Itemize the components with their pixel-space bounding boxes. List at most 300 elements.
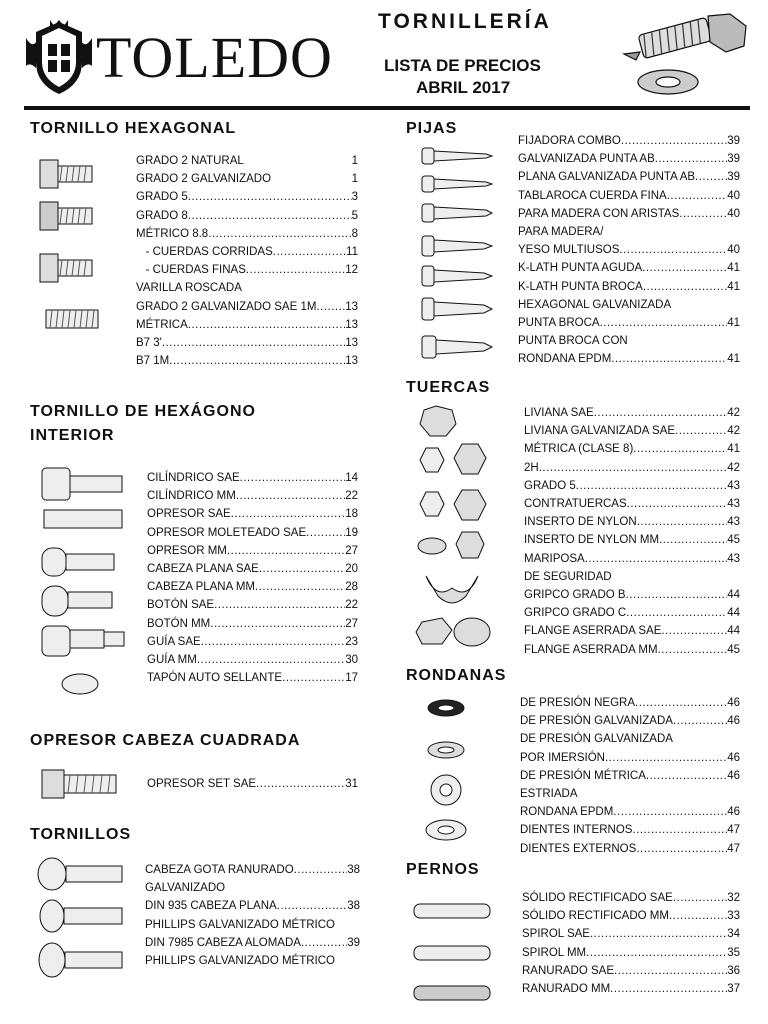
list-item <box>524 586 740 604</box>
item-label: DIN 935 CABEZA PLANA <box>145 900 277 913</box>
list-item <box>524 495 740 513</box>
list-item <box>136 243 358 261</box>
dot-leader <box>301 934 347 952</box>
dot-leader <box>659 531 727 549</box>
dot-leader <box>255 578 345 596</box>
list-item <box>147 542 358 560</box>
item-label: K-LATH PUNTA BROCA <box>518 280 643 293</box>
page-number: 42 <box>727 461 740 474</box>
hex-list <box>136 152 358 370</box>
item-label: MARIPOSA <box>524 552 585 565</box>
dot-leader <box>256 775 345 793</box>
dot-leader <box>626 586 728 604</box>
list-item <box>518 278 740 296</box>
list-item <box>147 775 358 793</box>
page-number: 47 <box>727 842 740 855</box>
dot-leader <box>661 622 727 640</box>
hexint-list <box>147 469 358 687</box>
page-number: 17 <box>345 672 358 685</box>
item-label: - CUERDAS FINAS <box>136 264 246 277</box>
dot-leader <box>246 261 345 279</box>
list-item <box>524 513 740 531</box>
item-label: RANURADO SAE <box>522 964 615 977</box>
item-label: PLANA GALVANIZADA PUNTA AB <box>518 171 696 184</box>
threaded-rod-icon <box>44 306 100 332</box>
self-tapping-screws-icon <box>418 142 494 366</box>
item-label: OPRESOR MOLETEADO SAE <box>147 526 307 539</box>
item-label: DE SEGURIDAD <box>524 570 612 583</box>
item-label: MÉTRICO 8.8 <box>136 227 209 240</box>
list-item <box>522 962 740 980</box>
item-label: SÓLIDO RECTIFICADO MM <box>522 910 669 923</box>
dot-leader <box>208 225 351 243</box>
list-item <box>136 316 358 334</box>
tuercas-list <box>524 404 740 659</box>
page-number: 42 <box>727 425 740 438</box>
list-item <box>147 596 358 614</box>
page-number: 39 <box>727 171 740 184</box>
page-number: 19 <box>345 526 358 539</box>
washers-icon <box>422 694 472 850</box>
list-item <box>524 422 740 440</box>
item-label: GRADO 5 <box>136 191 188 204</box>
list-item <box>520 803 740 821</box>
item-label: ESTRIADA <box>520 788 578 801</box>
list-item <box>518 314 740 332</box>
item-label: DE PRESIÓN GALVANIZADA <box>520 715 673 728</box>
metric-bolt-icon <box>38 250 94 286</box>
page-number: 35 <box>727 946 740 959</box>
item-label: MÉTRICA (CLASE 8) <box>524 443 634 456</box>
dot-leader <box>611 350 727 368</box>
dot-leader <box>636 840 727 858</box>
dot-leader <box>576 477 727 495</box>
pijas-list <box>518 132 740 369</box>
item-label: CONTRATUERCAS <box>524 498 627 511</box>
list-item <box>145 916 360 934</box>
dot-leader <box>632 821 727 839</box>
list-item <box>147 505 358 523</box>
page-number: 27 <box>345 544 358 557</box>
list-item <box>522 907 740 925</box>
page-number: 39 <box>727 153 740 166</box>
list-item <box>136 225 358 243</box>
item-label: DIN 7985 CABEZA ALOMADA <box>145 936 301 949</box>
item-label: PHILLIPS GALVANIZADO MÉTRICO <box>145 955 336 968</box>
list-item <box>524 604 740 622</box>
dot-leader <box>227 542 345 560</box>
dot-leader <box>271 170 352 188</box>
pernos-list <box>522 889 740 998</box>
dot-leader <box>335 952 360 970</box>
page-number: 41 <box>727 262 740 275</box>
dot-leader <box>628 332 740 350</box>
dot-leader <box>210 615 345 633</box>
list-item <box>522 944 740 962</box>
list-item <box>518 223 740 241</box>
page-number: 37 <box>727 983 740 996</box>
list-item <box>518 187 740 205</box>
item-label: HEXAGONAL GALVANIZADA <box>518 298 672 311</box>
dot-leader <box>613 803 727 821</box>
item-label: BOTÓN MM <box>147 617 211 630</box>
page-number: 46 <box>727 697 740 709</box>
dot-leader <box>578 785 740 803</box>
dot-leader <box>679 205 727 223</box>
item-label: LIVIANA SAE <box>524 407 594 419</box>
item-label: CABEZA GOTA RANURADO <box>145 864 294 876</box>
dot-leader <box>277 897 348 915</box>
item-label: RONDANA EPDM <box>520 806 614 819</box>
section-title-rondanas: RONDANAS <box>406 667 507 684</box>
page-number: 13 <box>345 300 358 313</box>
page-number: 38 <box>347 900 360 913</box>
item-label: GALVANIZADO <box>145 882 226 895</box>
item-label: OPRESOR SET SAE <box>147 778 257 790</box>
item-label: PUNTA BROCA CON <box>518 335 628 348</box>
dot-leader <box>621 132 727 150</box>
section-title-tornillos: TORNILLOS <box>30 826 132 843</box>
list-item <box>524 550 740 568</box>
item-label: CILÍNDRICO SAE <box>147 472 240 484</box>
item-label: GRADO 8 <box>136 209 188 222</box>
page-number: 43 <box>727 552 740 565</box>
item-label: INSERTO DE NYLON MM <box>524 534 660 547</box>
item-label: PARA MADERA/ <box>518 226 604 239</box>
page-number: 46 <box>727 769 740 782</box>
page-number: 14 <box>345 472 358 484</box>
list-item <box>522 925 740 943</box>
page-number: 39 <box>727 135 740 147</box>
opresor-list <box>147 775 358 793</box>
item-label: PHILLIPS GALVANIZADO MÉTRICO <box>145 918 336 931</box>
page-number: 28 <box>345 581 358 594</box>
page-number: 44 <box>727 607 740 620</box>
page-number: 39 <box>347 936 360 949</box>
item-label: FLANGE ASERRADA MM <box>524 643 658 656</box>
header-divider <box>24 106 750 110</box>
dot-leader <box>675 422 727 440</box>
item-label: BOTÓN SAE <box>147 599 215 612</box>
page-number: 43 <box>727 516 740 529</box>
item-label: DE PRESIÓN MÉTRICA <box>520 769 646 782</box>
list-item <box>147 633 358 651</box>
list-item <box>518 296 740 314</box>
list-item <box>136 188 358 206</box>
item-label: DE PRESIÓN GALVANIZADA <box>520 733 673 746</box>
list-item <box>524 404 740 422</box>
section-title-hexint-2: INTERIOR <box>30 427 115 444</box>
list-item <box>520 840 740 858</box>
date-label: ABRIL 2017 <box>416 78 511 97</box>
page-number: 8 <box>351 227 358 240</box>
dot-leader <box>169 352 345 370</box>
dot-leader <box>197 651 345 669</box>
page-number: 30 <box>345 654 358 667</box>
list-item <box>520 767 740 785</box>
list-item <box>147 578 358 596</box>
item-label: CABEZA PLANA MM <box>147 581 256 594</box>
page-number: 46 <box>727 806 740 819</box>
dot-leader <box>605 749 727 767</box>
item-label: GRADO 2 GALVANIZADO <box>136 173 272 186</box>
dot-leader <box>282 669 345 687</box>
list-item <box>520 749 740 767</box>
page-number: 43 <box>727 479 740 492</box>
page-number: 22 <box>345 490 358 503</box>
dot-leader <box>614 962 727 980</box>
item-label: DE PRESIÓN NEGRA <box>520 697 636 709</box>
dot-leader <box>162 334 345 352</box>
list-item <box>522 980 740 998</box>
page-number: 46 <box>727 751 740 764</box>
list-item <box>520 821 740 839</box>
item-label: GRADO 2 NATURAL <box>136 155 244 167</box>
list-item <box>520 785 740 803</box>
dot-leader <box>695 168 727 186</box>
list-item <box>524 459 740 477</box>
page-number: 12 <box>345 264 358 277</box>
list-item <box>524 622 740 640</box>
list-item <box>518 150 740 168</box>
dot-leader <box>242 279 358 297</box>
dot-leader <box>236 487 345 505</box>
item-label: YESO MULTIUSOS <box>518 244 620 257</box>
dot-leader <box>635 694 727 712</box>
dot-leader <box>214 596 345 614</box>
page-number: 47 <box>727 824 740 837</box>
dot-leader <box>273 243 346 261</box>
list-item <box>520 730 740 748</box>
page-number: 42 <box>727 407 740 419</box>
list-item <box>136 152 358 170</box>
dot-leader <box>610 980 727 998</box>
dot-leader <box>619 241 727 259</box>
item-label: B7 3' <box>136 337 162 350</box>
dot-leader <box>673 889 727 907</box>
page-number: 40 <box>727 189 740 202</box>
item-label: PARA MADERA CON ARISTAS <box>518 207 680 220</box>
dot-leader <box>633 440 727 458</box>
dot-leader <box>627 495 728 513</box>
page-number: 22 <box>345 599 358 612</box>
page-number: 31 <box>345 778 358 790</box>
page-number: 32 <box>727 892 740 904</box>
dot-leader <box>603 223 740 241</box>
page-number: 45 <box>727 534 740 547</box>
list-item <box>147 651 358 669</box>
page-number: 3 <box>351 191 358 204</box>
price-list-label: LISTA DE PRECIOS <box>384 56 541 75</box>
page-number: 46 <box>727 715 740 728</box>
item-label: CILÍNDRICO MM <box>147 490 236 503</box>
dot-leader <box>188 316 345 334</box>
item-label: SPIROL SAE <box>522 928 590 941</box>
section-title-tuercas: TUERCAS <box>406 379 491 396</box>
list-item <box>147 615 358 633</box>
page-number: 13 <box>345 337 358 350</box>
list-item <box>518 241 740 259</box>
list-item <box>145 952 360 970</box>
crest-icon <box>24 18 94 98</box>
dot-leader <box>673 712 727 730</box>
item-label: POR IMERSIÓN <box>520 751 605 764</box>
dot-leader <box>671 296 740 314</box>
page-number: 41 <box>727 353 740 366</box>
item-label: GRADO 2 GALVANIZADO SAE 1M <box>136 300 317 313</box>
item-label: TAPÓN AUTO SELLANTE <box>147 672 283 685</box>
tornillos-list <box>145 861 360 970</box>
page-number: 40 <box>727 207 740 220</box>
list-item <box>136 352 358 370</box>
page-number: 18 <box>345 508 358 521</box>
page-number: 36 <box>727 964 740 977</box>
dot-leader <box>642 259 727 277</box>
list-item <box>147 560 358 578</box>
dot-leader <box>612 568 740 586</box>
item-label: SPIROL MM <box>522 946 587 959</box>
dot-leader <box>594 404 728 422</box>
page-number: 33 <box>727 910 740 923</box>
list-item <box>147 524 358 542</box>
page-number: 34 <box>727 928 740 941</box>
page-number: 13 <box>345 318 358 331</box>
item-label: MÉTRICA <box>136 318 188 331</box>
item-label: GRADO 5 <box>524 479 576 492</box>
dot-leader <box>225 879 360 897</box>
page-number: 38 <box>347 864 360 876</box>
dot-leader <box>259 560 345 578</box>
page-number: 40 <box>727 244 740 257</box>
dot-leader <box>306 524 345 542</box>
item-label: GALVANIZADA PUNTA AB <box>518 153 655 166</box>
item-label: OPRESOR SAE <box>147 508 231 521</box>
dot-leader <box>316 298 345 316</box>
brand-name: TOLEDO <box>96 25 333 90</box>
list-item <box>136 334 358 352</box>
dot-leader <box>669 907 727 925</box>
hex-bolt-grade-icon <box>38 198 94 234</box>
dot-leader <box>600 314 728 332</box>
section-title-opresor: OPRESOR CABEZA CUADRADA <box>30 732 301 749</box>
dot-leader <box>201 633 346 651</box>
dot-leader <box>335 916 360 934</box>
item-label: TABLAROCA CUERDA FINA <box>518 189 667 202</box>
dot-leader <box>240 469 346 487</box>
list-item <box>147 487 358 505</box>
list-item <box>518 350 740 368</box>
dot-leader <box>658 641 728 659</box>
list-item <box>524 531 740 549</box>
item-label: INSERTO DE NYLON <box>524 516 637 529</box>
list-item <box>518 168 740 186</box>
list-item <box>145 897 360 915</box>
list-item <box>524 477 740 495</box>
dot-leader <box>626 604 727 622</box>
list-item <box>524 440 740 458</box>
list-item <box>136 207 358 225</box>
page-number: 11 <box>346 246 358 259</box>
page-number: 41 <box>727 317 740 330</box>
item-label: GRIPCO GRADO C <box>524 607 627 620</box>
machine-screws-icon <box>36 856 126 982</box>
dot-leader <box>667 187 728 205</box>
item-label: B7 1M <box>136 355 170 368</box>
section-title-pijas: PIJAS <box>406 120 458 137</box>
item-label: - CUERDAS CORRIDAS <box>136 246 273 259</box>
dot-leader <box>637 513 728 531</box>
list-item <box>136 170 358 188</box>
list-item <box>145 861 360 879</box>
list-item <box>136 279 358 297</box>
socket-screws-icon <box>40 466 126 696</box>
list-item <box>136 261 358 279</box>
page-number: 44 <box>727 625 740 638</box>
page-number: 27 <box>345 617 358 630</box>
list-item <box>520 694 740 712</box>
dot-leader <box>646 767 727 785</box>
item-label: RONDANA EPDM <box>518 353 612 366</box>
list-item <box>518 205 740 223</box>
list-item <box>145 934 360 952</box>
list-item <box>518 259 740 277</box>
page-number: 20 <box>345 563 358 576</box>
list-item <box>145 879 360 897</box>
item-label: DIENTES EXTERNOS <box>520 842 637 855</box>
list-item <box>524 641 740 659</box>
section-title-hexint-1: TORNILLO DE HEXÁGONO <box>30 403 256 420</box>
item-label: PUNTA BROCA <box>518 317 600 330</box>
page-number: 1 <box>351 173 358 186</box>
item-label: SÓLIDO RECTIFICADO SAE <box>522 892 673 904</box>
list-item <box>518 332 740 350</box>
item-label: FIJADORA COMBO <box>518 135 621 147</box>
page-number: 5 <box>351 209 358 222</box>
dot-leader <box>188 207 352 225</box>
item-label: DIENTES INTERNOS <box>520 824 633 837</box>
item-label: K-LATH PUNTA AGUDA <box>518 262 643 275</box>
dot-leader <box>539 459 728 477</box>
item-label: CABEZA PLANA SAE <box>147 563 259 576</box>
page-number: 45 <box>727 643 740 656</box>
dot-leader <box>655 150 727 168</box>
item-label: OPRESOR MM <box>147 544 227 557</box>
rondanas-list <box>520 694 740 858</box>
page-number: 13 <box>345 355 358 368</box>
list-item <box>136 298 358 316</box>
item-label: VARILLA ROSCADA <box>136 282 242 295</box>
screw-washer-illustration <box>612 12 752 100</box>
item-label: RANURADO MM <box>522 983 611 996</box>
list-item <box>524 568 740 586</box>
dot-leader <box>244 152 352 170</box>
page-number: 23 <box>345 635 358 648</box>
item-label: GUÍA SAE <box>147 635 201 648</box>
list-item <box>520 712 740 730</box>
page-number: 41 <box>727 280 740 293</box>
page-number: 1 <box>351 155 358 167</box>
section-title-hex: TORNILLO HEXAGONAL <box>30 120 237 137</box>
toledo-logo <box>24 18 333 98</box>
dot-leader <box>643 278 727 296</box>
dot-leader <box>673 730 740 748</box>
item-label: 2H <box>524 461 539 474</box>
page-title: TORNILLERÍA <box>378 10 552 33</box>
hex-bolt-icon <box>38 156 94 192</box>
section-title-pernos: PERNOS <box>406 861 480 878</box>
dot-leader <box>590 925 727 943</box>
list-item <box>147 669 358 687</box>
